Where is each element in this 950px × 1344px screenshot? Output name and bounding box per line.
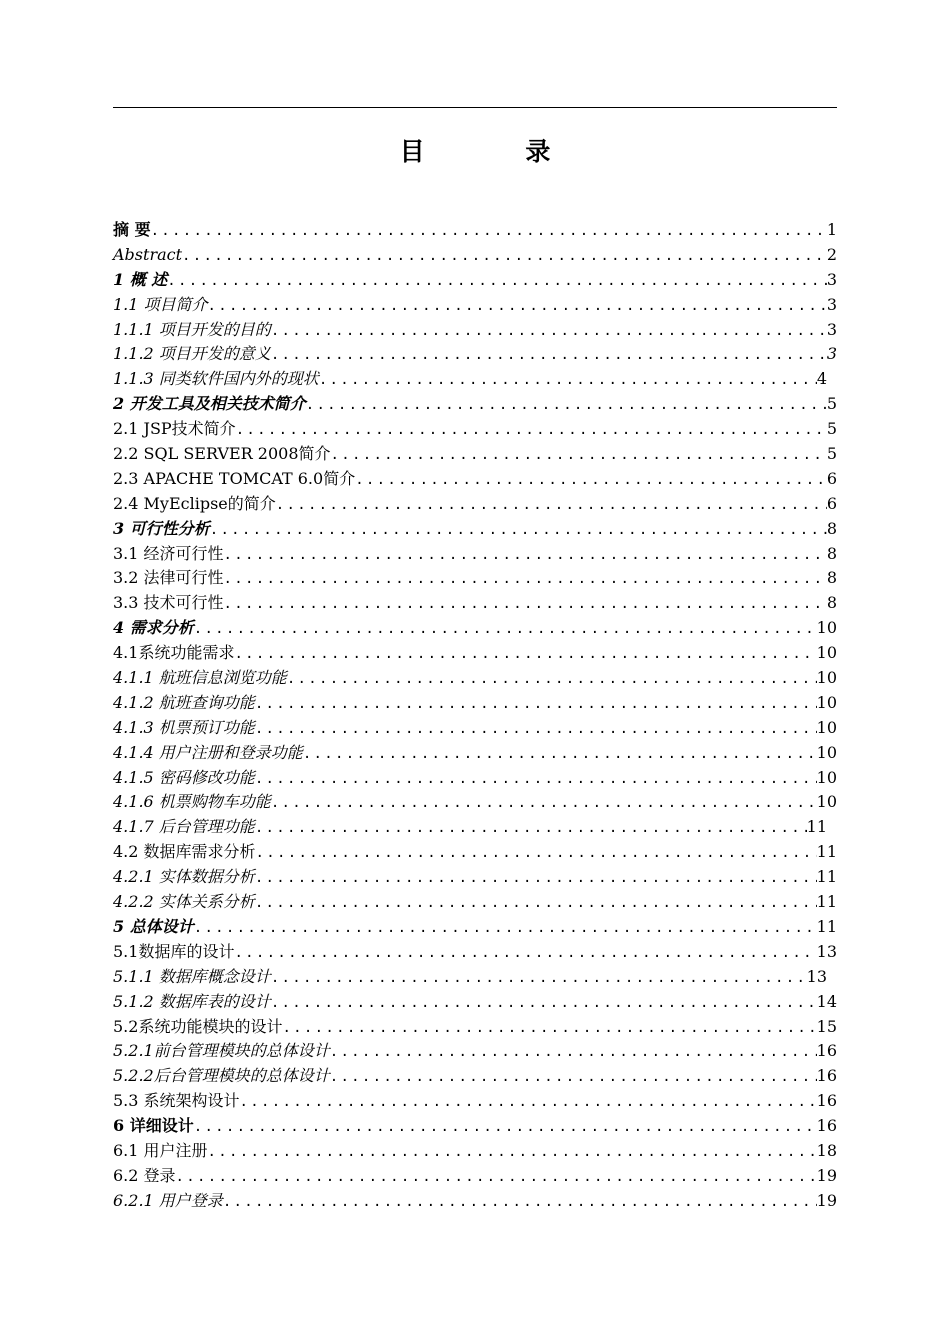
toc-entry-page: 19 (816, 1190, 837, 1210)
dot-leader (271, 966, 807, 991)
toc-entry-page: 11 (806, 817, 827, 837)
toc-entry-page: 16 (816, 1041, 837, 1061)
toc-entry-page: 5 (826, 419, 837, 439)
dot-leader (271, 343, 827, 368)
toc-entry-label: 6.2 登录 (113, 1165, 176, 1185)
dot-leader (355, 468, 827, 493)
toc-entry-page: 8 (826, 518, 837, 538)
header-rule (113, 107, 837, 108)
toc-entry-label: 4.2.2 实体关系分析 (113, 892, 255, 912)
dot-leader (208, 1140, 817, 1165)
toc-entry (113, 1114, 837, 1139)
toc-entry-label: 5.1.2 数据库表的设计 (113, 991, 271, 1011)
toc-entry (113, 741, 837, 766)
dot-leader (224, 543, 827, 568)
toc-entry-label: 1.1 项目简介 (113, 294, 208, 314)
toc-entry (113, 666, 837, 691)
toc-entry (113, 940, 837, 965)
toc-entry-page: 11 (816, 916, 837, 936)
toc-entry (113, 442, 837, 467)
toc-entry-label: 5.2.2后台管理模块的总体设计 (113, 1066, 330, 1086)
toc-entry (113, 641, 837, 666)
toc-entry (113, 1015, 837, 1040)
toc-entry (113, 915, 837, 940)
toc-entry (113, 1064, 837, 1089)
toc-entry-label: 4.2 数据库需求分析 (113, 842, 256, 862)
toc-entry-label: 4.1.3 机票预订功能 (113, 717, 255, 737)
toc-entry-page: 8 (826, 568, 837, 588)
toc-entry-page: 4 (816, 369, 827, 389)
dot-leader (256, 841, 817, 866)
toc-entry-page: 8 (826, 543, 837, 563)
toc-entry (113, 766, 837, 791)
dot-leader (234, 941, 816, 966)
toc-entry-label: 4.1.4 用户注册和登录功能 (113, 742, 303, 762)
toc-entry-label: 4 需求分析 (113, 618, 194, 638)
dot-leader (210, 518, 827, 543)
toc-entry (113, 890, 837, 915)
toc-entry-page: 6 (826, 493, 837, 513)
toc-entry-label: 3.2 法律可行性 (113, 568, 224, 588)
toc-entry (113, 1139, 837, 1164)
toc-entry-page: 16 (816, 1091, 837, 1111)
dot-leader (208, 294, 827, 319)
toc-entry-label: 6 详细设计 (113, 1116, 194, 1136)
toc-entry-label: 6.1 用户注册 (113, 1140, 208, 1160)
dot-leader (330, 1040, 817, 1065)
toc-entry (113, 716, 837, 741)
dot-leader (176, 1165, 817, 1190)
toc-entry-page: 11 (816, 892, 837, 912)
toc-entry-page: 5 (826, 444, 837, 464)
toc-entry-label: 3.1 经济可行性 (113, 543, 224, 563)
dot-leader (240, 1090, 817, 1115)
toc-entry (113, 591, 837, 616)
toc-entry-page: 1 (826, 220, 837, 239)
toc-entry-page: 2 (826, 244, 837, 264)
toc-entry-label: 5.2.1前台管理模块的总体设计 (113, 1041, 330, 1061)
toc-entry-label: 2 开发工具及相关技术简介 (113, 394, 306, 414)
dot-leader (236, 418, 827, 443)
toc-entry (113, 790, 837, 815)
toc-entry (113, 492, 837, 517)
toc-entry-label: 3.3 技术可行性 (113, 593, 224, 613)
dot-leader (255, 767, 817, 792)
toc-entry-label: 2.1 JSP技术简介 (113, 419, 236, 439)
table-of-contents (113, 218, 837, 1214)
dot-leader (224, 592, 827, 617)
toc-entry-page: 10 (816, 792, 837, 812)
dot-leader (330, 1065, 817, 1090)
toc-entry-page: 13 (816, 941, 837, 961)
toc-entry (113, 865, 837, 890)
dot-leader (167, 269, 827, 294)
dot-leader (194, 617, 817, 642)
toc-entry (113, 467, 837, 492)
toc-entry (113, 1089, 837, 1114)
toc-entry (113, 293, 837, 318)
dot-leader (182, 244, 827, 269)
toc-entry-page: 3 (826, 344, 837, 364)
toc-entry-page: 14 (816, 991, 837, 1011)
toc-entry-page: 5 (826, 394, 837, 414)
toc-title: 目 录 (399, 137, 597, 166)
dot-leader (271, 991, 817, 1016)
toc-entry-label: 5.2系统功能模块的设计 (113, 1016, 283, 1036)
toc-entry-label: 2.4 MyEclipse的简介 (113, 493, 276, 513)
toc-entry-label: 5.3 系统架构设计 (113, 1091, 240, 1111)
toc-entry-label: 2.3 APACHE TOMCAT 6.0简介 (113, 468, 356, 488)
toc-entry (113, 566, 837, 591)
dot-leader (271, 791, 817, 816)
dot-leader (223, 1190, 817, 1215)
toc-entry (113, 268, 837, 293)
toc-entry-label: Abstract (113, 244, 183, 264)
toc-entry-page: 11 (816, 867, 837, 887)
toc-entry (113, 815, 827, 840)
dot-leader (282, 1016, 816, 1041)
dot-leader (255, 891, 817, 916)
toc-entry-label: 摘 要 (113, 220, 151, 239)
toc-entry-label: 2.2 SQL SERVER 2008简介 (113, 444, 331, 464)
toc-entry-page: 16 (816, 1116, 837, 1136)
dot-leader (319, 368, 817, 393)
dot-leader (194, 916, 817, 941)
dot-leader (287, 667, 817, 692)
toc-entry-page: 18 (816, 1140, 837, 1160)
toc-entry (113, 218, 837, 243)
toc-entry-page: 11 (816, 842, 837, 862)
dot-leader (271, 319, 827, 344)
toc-entry (113, 517, 837, 542)
toc-entry-page: 3 (826, 294, 837, 314)
toc-entry-label: 1.1.2 项目开发的意义 (113, 344, 271, 364)
toc-entry-page: 10 (816, 643, 837, 663)
toc-entry-label: 1.1.3 同类软件国内外的现状 (113, 369, 319, 389)
toc-entry-label: 3 可行性分析 (113, 518, 210, 538)
toc-entry-label: 4.1系统功能需求 (113, 643, 235, 663)
toc-entry (113, 965, 827, 990)
toc-entry (113, 342, 837, 367)
toc-entry-label: 4.1.5 密码修改功能 (113, 767, 255, 787)
toc-entry-page: 6 (826, 468, 837, 488)
toc-entry (113, 243, 837, 268)
toc-entry-page: 8 (826, 593, 837, 613)
toc-entry (113, 1189, 837, 1214)
dot-leader (306, 393, 827, 418)
toc-entry-label: 4.1.1 航班信息浏览功能 (113, 668, 287, 688)
toc-entry-label: 1.1.1 项目开发的目的 (113, 319, 271, 339)
toc-entry-label: 4.1.6 机票购物车功能 (113, 792, 271, 812)
dot-leader (255, 717, 817, 742)
toc-entry (113, 1164, 837, 1189)
toc-entry-label: 4.1.2 航班查询功能 (113, 692, 255, 712)
toc-entry-page: 10 (816, 692, 837, 712)
toc-entry-page: 10 (816, 618, 837, 638)
dot-leader (224, 567, 827, 592)
toc-entry-label: 4.2.1 实体数据分析 (113, 867, 255, 887)
toc-entry-page: 15 (816, 1016, 837, 1036)
dot-leader (194, 1115, 817, 1140)
toc-entry (113, 318, 837, 343)
toc-entry-label: 4.1.7 后台管理功能 (113, 817, 255, 837)
toc-entry-page: 16 (816, 1066, 837, 1086)
toc-entry-page: 10 (816, 717, 837, 737)
dot-leader (151, 219, 827, 244)
toc-entry-page: 10 (816, 668, 837, 688)
toc-entry-page: 10 (816, 742, 837, 762)
toc-entry (113, 616, 837, 641)
dot-leader (331, 443, 827, 468)
toc-entry-label: 5.1.1 数据库概念设计 (113, 966, 271, 986)
toc-entry (113, 990, 837, 1015)
toc-entry (113, 542, 837, 567)
dot-leader (255, 692, 817, 717)
toc-entry-label: 5.1数据库的设计 (113, 941, 235, 961)
dot-leader (255, 816, 807, 841)
toc-entry (113, 1039, 837, 1064)
toc-entry (113, 691, 837, 716)
toc-entry-page: 3 (826, 319, 837, 339)
toc-entry-page: 10 (816, 767, 837, 787)
toc-entry-label: 1 概 述 (113, 269, 168, 289)
dot-leader (303, 742, 817, 767)
toc-entry-page: 19 (816, 1165, 837, 1185)
toc-entry (113, 840, 837, 865)
toc-entry-label: 5 总体设计 (113, 916, 194, 936)
dot-leader (234, 642, 816, 667)
dot-leader (255, 866, 817, 891)
toc-entry-page: 13 (806, 966, 827, 986)
toc-entry-label: 6.2.1 用户登录 (113, 1190, 223, 1210)
toc-entry (113, 392, 837, 417)
toc-entry (113, 417, 837, 442)
dot-leader (276, 493, 827, 518)
toc-entry-page: 3 (826, 269, 837, 289)
toc-entry (113, 367, 827, 392)
